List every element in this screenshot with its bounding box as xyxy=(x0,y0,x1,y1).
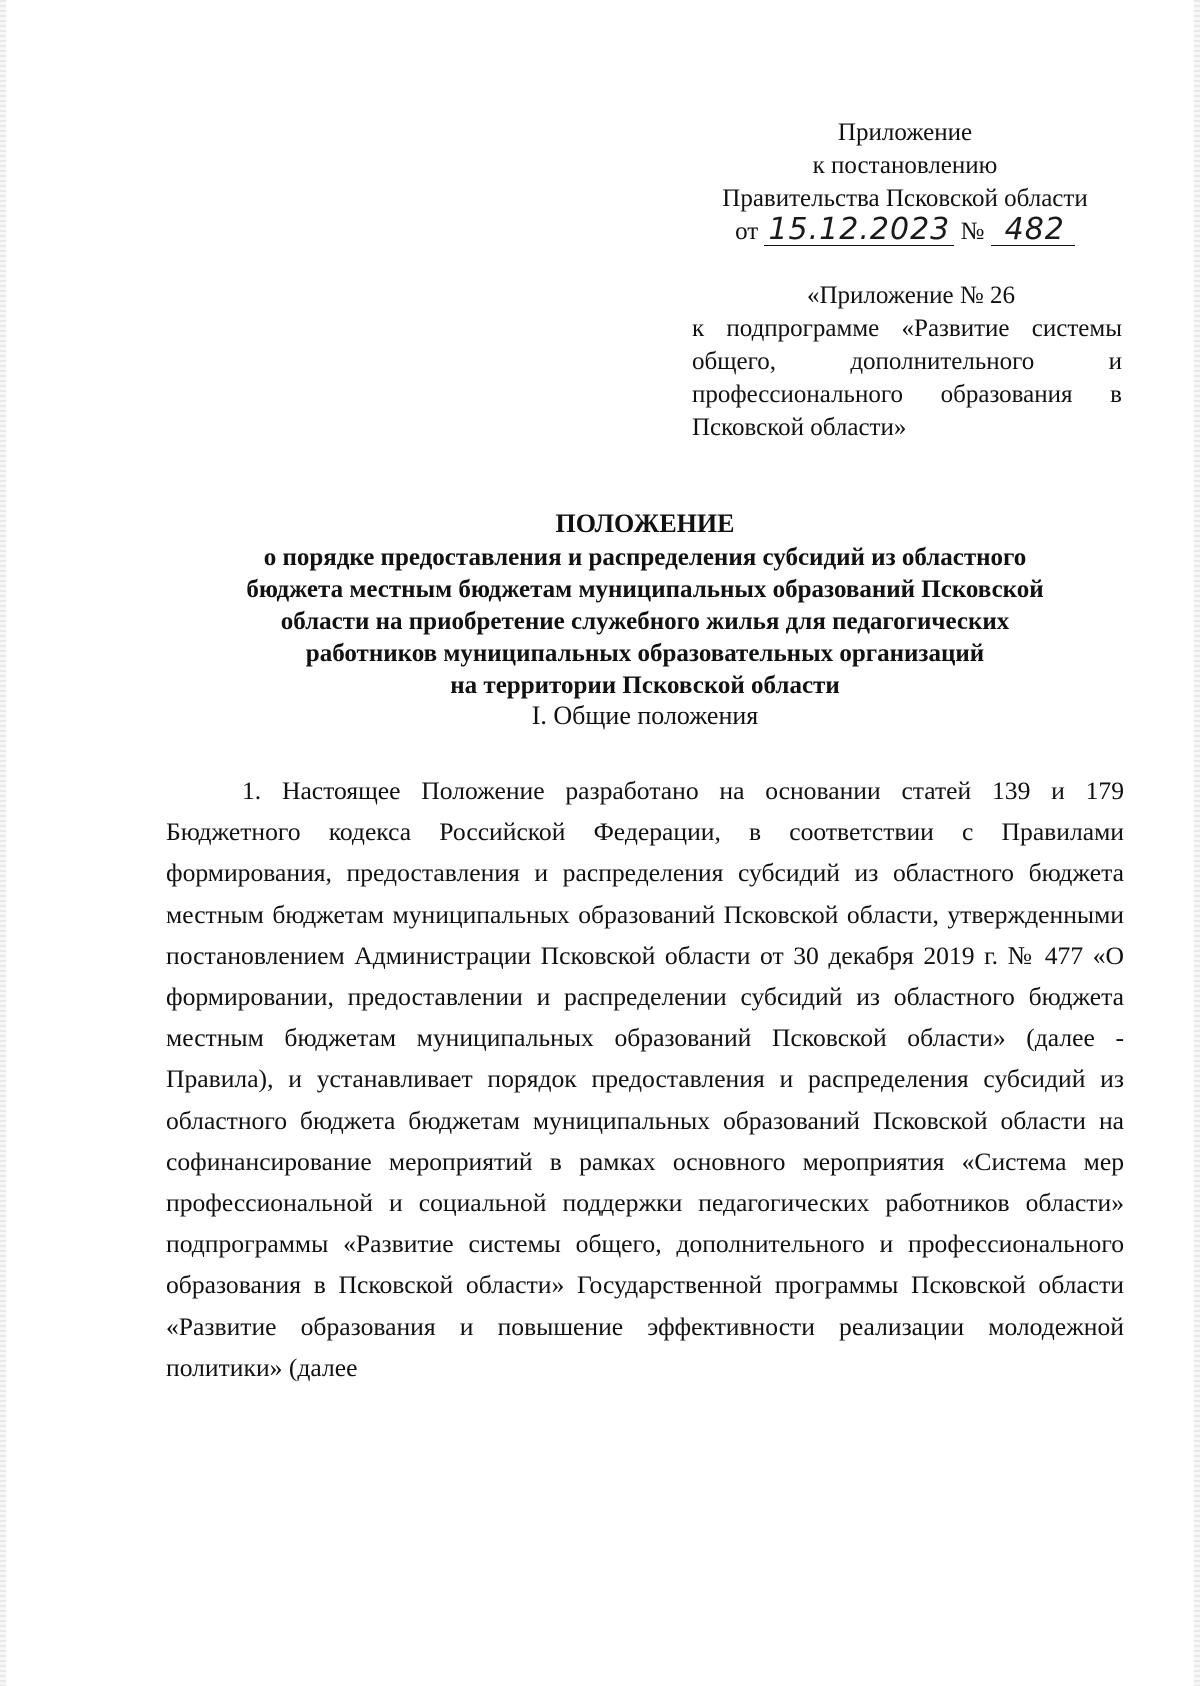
handwritten-date: 15.12.2023 xyxy=(764,215,954,246)
approval-line-2: к постановлению xyxy=(812,152,998,179)
scan-edge-left xyxy=(0,0,6,1686)
number-prefix: № xyxy=(960,218,985,245)
document-subtitle-line: о порядке предоставления и распределения субсидий из областного xyxy=(263,544,1027,571)
body-paragraph: 1. Настоящее Положение разработано на основании статей 139 и 179 Бюджетного кодекса Российской Федерации, в соответствии с Правилами формирования, предоставления и распределения субсидий из областного бюджета местным бюджетам муниципальных образований Псковской области, утвержденными постановлением Администрации Псковской области от 30 декабря 2019 г. № 477 «О формировании, предоставлении и распределении субсидий из областного бюджета местным бюджетам муниципальных образований Псковской области» (далее - Правила), и устанавливает порядок предоставления и распределения субсидий из областного бюджета бюджетам муниципальных образований Псковской области на софинансирование мероприятий в рамках основного мероприятия «Система мер профессиональной и социальной поддержки педагогических работников области» подпрограммы «Развитие системы общего, дополнительного и профессионального образования в Псковской области» Государственной программы Псковской области «Развитие образования и повышение эффективности реализации молодежной политики» (далее xyxy=(166,776,1124,1382)
approval-date-line xyxy=(680,212,1130,253)
approval-block xyxy=(680,116,1130,253)
document-heading xyxy=(166,508,1124,702)
document-subtitle-line: бюджета местным бюджетам муниципальных образований Псковской xyxy=(246,576,1044,603)
document-title: ПОЛОЖЕНИЕ xyxy=(555,509,735,538)
document-subtitle-line: работников муниципальных образовательных организаций xyxy=(305,640,985,667)
handwritten-number: 482 xyxy=(991,215,1075,246)
approval-line-3: Правительства Псковской области xyxy=(722,185,1088,212)
date-prefix: от xyxy=(735,218,759,245)
appendix-text: к подпрограмме «Развитие системы общего, дополнительного и профессионального образования в Псковской области» xyxy=(692,315,1122,441)
appendix-block xyxy=(692,279,1122,444)
document-subtitle-line: области на приобретение служебного жилья для педагогических xyxy=(280,608,1010,635)
scan-edge-right xyxy=(1194,0,1200,1686)
approval-line-1: Приложение xyxy=(837,119,973,146)
section-heading: I. Общие положения xyxy=(531,701,759,730)
appendix-title: «Приложение № 26 xyxy=(806,282,1016,309)
document-subtitle-line: на территории Псковской области xyxy=(450,672,840,699)
